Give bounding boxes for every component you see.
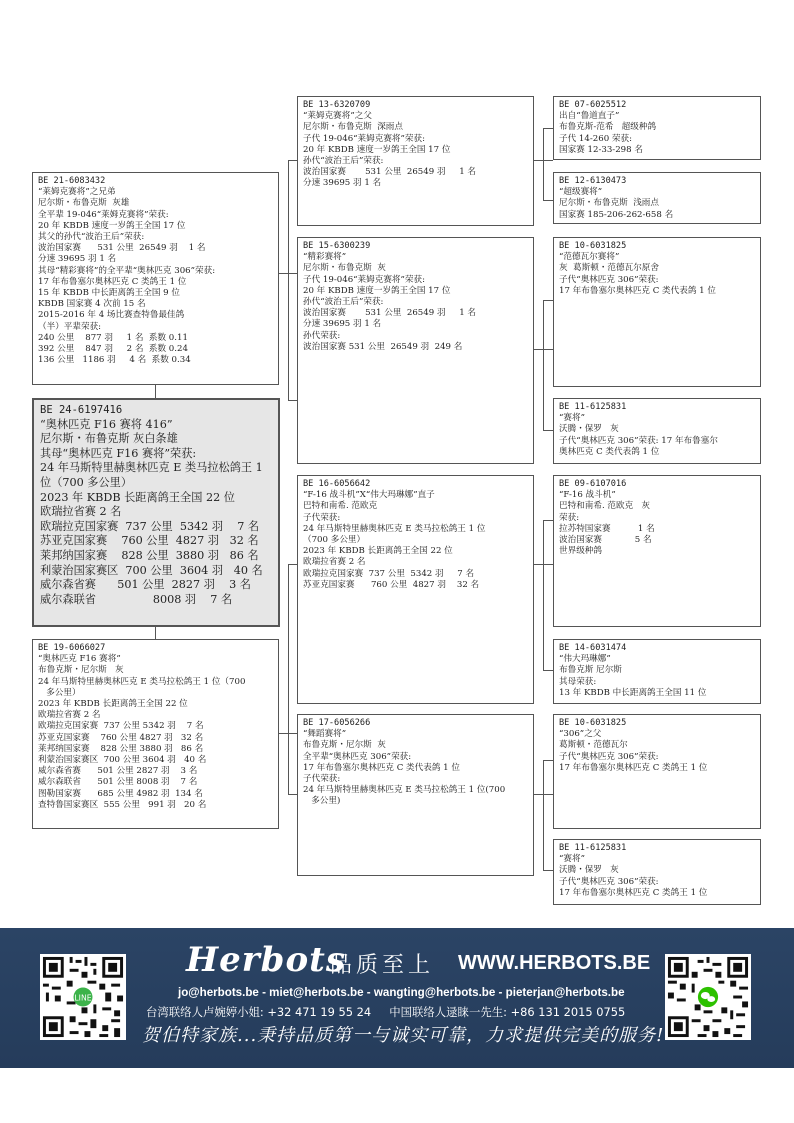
connector <box>288 794 297 795</box>
connector <box>543 520 544 670</box>
pedigree-line: 子代 19-046“莱姆克赛将”荣获: <box>303 274 425 285</box>
pedigree-line: 20 年 KBDB 速度一岁鸽王全国 17 位 <box>303 285 451 296</box>
pedigree-line: 24 年马斯特里赫奥林匹克 E 类马拉松鸽王 1 位(700 <box>303 785 506 796</box>
pedigree-line: 子代荣获: <box>303 512 341 523</box>
pedigree-line: 灰 葛斯顿・范德瓦尔原舍 <box>559 263 659 274</box>
pedigree-line: 威尔森联省 8008 羽 7 名 <box>40 592 233 606</box>
footer-banner <box>0 928 794 1068</box>
pigeon-name: “精彩赛将” <box>303 252 347 263</box>
pedigree-line: 布鲁克斯 尼尔斯 <box>559 665 622 676</box>
ring-number: BE 07-6025512 <box>559 100 627 110</box>
dds-card <box>553 714 761 829</box>
dsd-card <box>553 639 761 704</box>
pedigree-line: 世界级种鸽 <box>559 546 602 557</box>
pedigree-line: 20 年 KBDB 速度一岁鸽王全国 17 位 <box>303 144 451 155</box>
pedigree-line: 莱邦纳国家赛 828 公里 3880 羽 86 名 <box>40 548 259 562</box>
ring-number: BE 16-6056642 <box>303 479 371 489</box>
pedigree-line: 全平辈 19-046“莱姆克赛将”荣获: <box>38 209 169 220</box>
pigeon-name: “奥林匹克 F16 赛将” <box>38 654 121 665</box>
pedigree-line: 2023 年 KBDB 长距离鸽王全国 22 位 <box>40 490 235 504</box>
connector <box>543 200 553 201</box>
connector <box>543 300 544 430</box>
connector <box>543 300 553 301</box>
pedigree-line: 威尔森省赛 501 公里 2827 羽 3 名 <box>38 766 198 777</box>
connector <box>543 128 544 200</box>
pedigree-line: 尼尔斯・布鲁克斯 灰白条雄 <box>40 432 178 446</box>
pedigree-line: 17 年布鲁塞尔奥林匹克 C 类代表鸽 1 位 <box>303 762 460 773</box>
pedigree-line: 查特鲁国家赛区 555 公里 991 羽 20 名 <box>38 799 207 810</box>
pedigree-line: 392 公里 847 羽 2 名 系数 0.24 <box>38 344 188 355</box>
qr-code-image <box>40 954 126 1040</box>
pigeon-name: “赛将” <box>559 413 585 424</box>
pedigree-line: 图勒国家赛 685 公里 4982 羽 134 名 <box>38 788 203 799</box>
connector <box>543 760 553 761</box>
pedigree-line: 15 年 KBDB 中长距离鸽王全国 9 位 <box>38 288 180 299</box>
pedigree-line: 24 年马斯特里赫奥林匹克 E 类马拉松鸽王 1 位 <box>303 523 486 534</box>
pigeon-name: “赛将” <box>559 854 585 865</box>
svg-text:LINE: LINE <box>74 993 92 1003</box>
connector <box>543 430 553 431</box>
pedigree-line: 奥林匹克 C 类代表鸽 1 位 <box>559 446 660 457</box>
pedigree-line: 子代“奥林匹克 306”荣获: <box>559 876 659 887</box>
ring-number: BE 12-6130473 <box>559 176 627 186</box>
pedigree-line: 莱邦纳国家赛 828 公里 3880 羽 86 名 <box>38 743 204 754</box>
brand-logo: Herbots <box>186 940 346 980</box>
pedigree-line: 波治国家赛 531 公里 26549 羽 1 名 <box>303 308 476 319</box>
pedigree-line: 苏亚克国家赛 760 公里 4827 羽 32 名 <box>40 534 259 548</box>
ddd-card <box>553 839 761 905</box>
dam-card <box>32 639 279 829</box>
pedigree-line: 波治国家赛 531 公里 26549 羽 1 名 <box>38 243 206 254</box>
connector <box>288 400 297 401</box>
pedigree-line: 尼尔斯・布鲁克斯 灰雄 <box>38 198 130 209</box>
ring-number: BE 14-6031474 <box>559 643 627 653</box>
brand-tagline: 品质至上 <box>330 953 435 978</box>
pedigree-line: 17 年布鲁塞尔奥林匹克 C 类鸽王 1 位 <box>559 887 708 898</box>
pigeon-name: “奥林匹克 F16 赛将 416” <box>40 417 173 431</box>
qr-code-image <box>665 954 751 1040</box>
pigeon-name: “莱姆克赛将”之兄弟 <box>38 187 116 198</box>
pedigree-line: 欧瑞拉克国家赛 737 公里 5342 羽 7 名 <box>40 519 260 533</box>
pedigree-line: 欧瑞拉省赛 2 名 <box>38 710 101 721</box>
connector <box>543 670 553 671</box>
website-link[interactable]: WWW.HERBOTS.BE <box>458 952 651 974</box>
pedigree-line: 其母荣获: <box>559 676 597 687</box>
pedigree-line: KBDB 国家赛 4 次前 15 名 <box>38 299 146 310</box>
sire-sire-card <box>297 96 534 226</box>
pigeon-name: “306”之父 <box>559 729 602 740</box>
pedigree-line: 17 年布鲁塞尔奥林匹克 C 类代表鸽 1 位 <box>559 285 716 296</box>
pigeon-name: “范德瓦尔赛将” <box>559 252 620 263</box>
pedigree-line: 国家赛 12-33-298 名 <box>559 144 643 155</box>
pedigree-line: 威尔森省赛 501 公里 2827 羽 3 名 <box>40 578 251 592</box>
dam-sire-card <box>297 475 534 704</box>
pedigree-line: 国家赛 185-206-262-658 名 <box>559 209 674 220</box>
pedigree-line: 多公里） <box>38 687 81 698</box>
pedigree-line: 巴特和南希. 范欧克 灰 <box>559 501 651 512</box>
ring-number: BE 11-6125831 <box>559 843 627 853</box>
ring-number: BE 21-6083432 <box>38 176 106 186</box>
pedigree-line: 子代 19-046“莱姆克赛将”荣获: <box>303 133 425 144</box>
pedigree-line: 孙代荣获: <box>303 330 341 341</box>
ring-number: BE 24-6197416 <box>40 404 123 416</box>
pedigree-line: 分速 39695 羽 1 名 <box>38 254 117 265</box>
connector <box>543 870 553 871</box>
pedigree-line: 子代“奥林匹克 306”荣获: <box>559 274 659 285</box>
pedigree-line: 尼尔斯・布鲁克斯 灰 <box>303 263 386 274</box>
pedigree-line: 多公里) <box>303 796 341 807</box>
contact-phones: 台湾联络人卢婉婷小姐: +32 471 19 55 24 中国联络人逯睐一先生: +86 131 2015 0755 <box>146 1005 626 1019</box>
pedigree-line: 威尔森联省 501 公里 8008 羽 7 名 <box>38 777 198 788</box>
connector <box>543 760 544 870</box>
pedigree-line: 布鲁克斯・尼尔斯 灰 <box>303 740 386 751</box>
pedigree-line: 沃腾・保罗 灰 <box>559 424 619 435</box>
pedigree-line: 24 年马斯特里赫奥林匹克 E 类马拉松鸽王 1 位（700 <box>38 676 246 687</box>
pedigree-line: 苏亚克国家赛 760 公里 4827 羽 32 名 <box>38 732 204 743</box>
pigeon-name: “超级赛将” <box>559 187 603 198</box>
ring-number: BE 17-6056266 <box>303 718 371 728</box>
pedigree-line: 子代荣获: <box>303 774 341 785</box>
pedigree-line: 孙代“波治王后”荣获: <box>303 156 384 167</box>
ring-number: BE 10-6031825 <box>559 241 627 251</box>
pedigree-line: 利蒙治国家赛区 700 公里 3604 羽 40 名 <box>38 755 207 766</box>
pedigree-line: 位（700 多公里） <box>40 475 133 489</box>
sds-card <box>553 237 761 387</box>
pedigree-line: 拉苏特国家赛 1 名 <box>559 523 655 534</box>
sire-dam-card <box>297 237 534 464</box>
pigeon-name: “舞蹈赛将” <box>303 729 347 740</box>
pedigree-line: 孙代“波治王后”荣获: <box>303 297 384 308</box>
ring-number: BE 15-6300239 <box>303 241 371 251</box>
sss-card <box>553 96 761 160</box>
pedigree-line: 利蒙治国家赛区 700 公里 3604 羽 40 名 <box>40 563 263 577</box>
ssd-card <box>553 172 761 224</box>
pedigree-line: 欧瑞拉省赛 2 名 <box>303 557 366 568</box>
dss-card <box>553 475 761 627</box>
pedigree-line: 240 公里 877 羽 1 名 系数 0.11 <box>38 332 188 343</box>
qr-code-line[interactable] <box>40 954 126 1040</box>
pedigree-line: 其父的孙代“波治王后”荣获: <box>38 232 145 243</box>
connector <box>288 160 289 400</box>
pedigree-line: 葛斯顿・范德瓦尔 <box>559 740 628 751</box>
pedigree-line: 巴特和南希. 范欧克 <box>303 501 378 512</box>
pedigree-line: （半）平辈荣获: <box>38 321 102 332</box>
pedigree-line: 尼尔斯・布鲁克斯 浅雨点 <box>559 198 659 209</box>
ring-number: BE 11-6125831 <box>559 402 627 412</box>
pedigree-line: （700 多公里） <box>303 535 366 546</box>
pedigree-line: 分速 39695 羽 1 名 <box>303 319 382 330</box>
pigeon-name: “莱姆克赛将”之父 <box>303 111 372 122</box>
subject-card <box>32 398 280 627</box>
pedigree-line: 其母“奥林匹克 F16 赛将”荣获: <box>40 446 197 460</box>
pedigree-line: 分速 39695 羽 1 名 <box>303 178 382 189</box>
pedigree-line: 欧瑞拉克国家赛 737 公里 5342 羽 7 名 <box>303 568 475 579</box>
pedigree-line: 17 年布鲁塞尔奥林匹克 C 类鸽王 1 位 <box>38 276 187 287</box>
pedigree-line: 欧瑞拉克国家赛 737 公里 5342 羽 7 名 <box>38 721 204 732</box>
pedigree-line: 2015-2016 年 4 场比赛查特鲁最佳鸽 <box>38 310 185 321</box>
pedigree-line: 荣获: <box>559 512 580 523</box>
pedigree-line: 苏亚克国家赛 760 公里 4827 羽 32 名 <box>303 579 480 590</box>
pedigree-line: 全平辈“奥林匹克 306”荣获: <box>303 751 412 762</box>
pedigree-line: 波治国家赛 531 公里 26549 羽 249 名 <box>303 341 463 352</box>
pedigree-line: 沃腾・保罗 灰 <box>559 865 619 876</box>
pigeon-name: “伟大玛琳娜” <box>559 654 611 665</box>
connector <box>543 128 553 129</box>
pedigree-line: 20 年 KBDB 速度一岁鸽王全国 17 位 <box>38 220 186 231</box>
pedigree-line: 子代“奥林匹克 306”荣获: <box>559 751 659 762</box>
pedigree-line: 尼尔斯・布鲁克斯 深雨点 <box>303 122 403 133</box>
connector <box>288 564 289 794</box>
ring-number: BE 09-6107016 <box>559 479 627 489</box>
pedigree-line: 2023 年 KBDB 长距离鸽王全国 22 位 <box>303 546 453 557</box>
ring-number: BE 19-6066027 <box>38 643 106 653</box>
email-list[interactable]: jo@herbots.be - miet@herbots.be - wangting@herbots.be - pieterjan@herbots.be <box>178 986 625 999</box>
pedigree-line: 布鲁克斯-范希 超级种鸽 <box>559 122 657 133</box>
connector <box>288 564 297 565</box>
sdd-card <box>553 398 761 464</box>
pedigree-line: 子代“奥林匹克 306”荣获: 17 年布鲁塞尔 <box>559 435 718 446</box>
pedigree-line: 其母“精彩赛将”的全平辈“奥林匹克 306”荣获: <box>38 265 216 276</box>
sire-card <box>32 172 279 385</box>
pedigree-line: 欧瑞拉省赛 2 名 <box>40 505 122 519</box>
pedigree-line: 17 年布鲁塞尔奥林匹克 C 类鸽王 1 位 <box>559 762 708 773</box>
pedigree-line: 136 公里 1186 羽 4 名 系数 0.34 <box>38 355 191 366</box>
pedigree-line: 布鲁克斯・尼尔斯 灰 <box>38 665 124 676</box>
ring-number: BE 10-6031825 <box>559 718 627 728</box>
slogan: 贺伯特家族...秉持品质第一与诚实可靠，力求提供完美的服务! <box>142 1025 665 1046</box>
dam-dam-card <box>297 714 534 876</box>
pedigree-line: 子代 14-260 荣获: <box>559 133 632 144</box>
connector <box>155 385 156 398</box>
qr-code-wechat[interactable] <box>665 954 751 1040</box>
connector <box>288 160 297 161</box>
pedigree-line: 24 年马斯特里赫奥林匹克 E 类马拉松鸽王 1 <box>40 461 263 475</box>
pigeon-name: 出自“鲁道直子” <box>559 111 620 122</box>
pedigree-line: 波治国家赛 5 名 <box>559 535 652 546</box>
pedigree-line: 2023 年 KBDB 长距离鸽王全国 22 位 <box>38 699 188 710</box>
pigeon-name: “F-16 战斗机”X“伟大玛琳娜”直子 <box>303 490 435 501</box>
pedigree-line: 13 年 KBDB 中长距离鸽王全国 11 位 <box>559 687 707 698</box>
pigeon-name: “F-16 战斗机” <box>559 490 616 501</box>
ring-number: BE 13-6320709 <box>303 100 371 110</box>
connector <box>543 520 553 521</box>
pedigree-line: 波治国家赛 531 公里 26549 羽 1 名 <box>303 167 476 178</box>
connector <box>155 627 156 639</box>
